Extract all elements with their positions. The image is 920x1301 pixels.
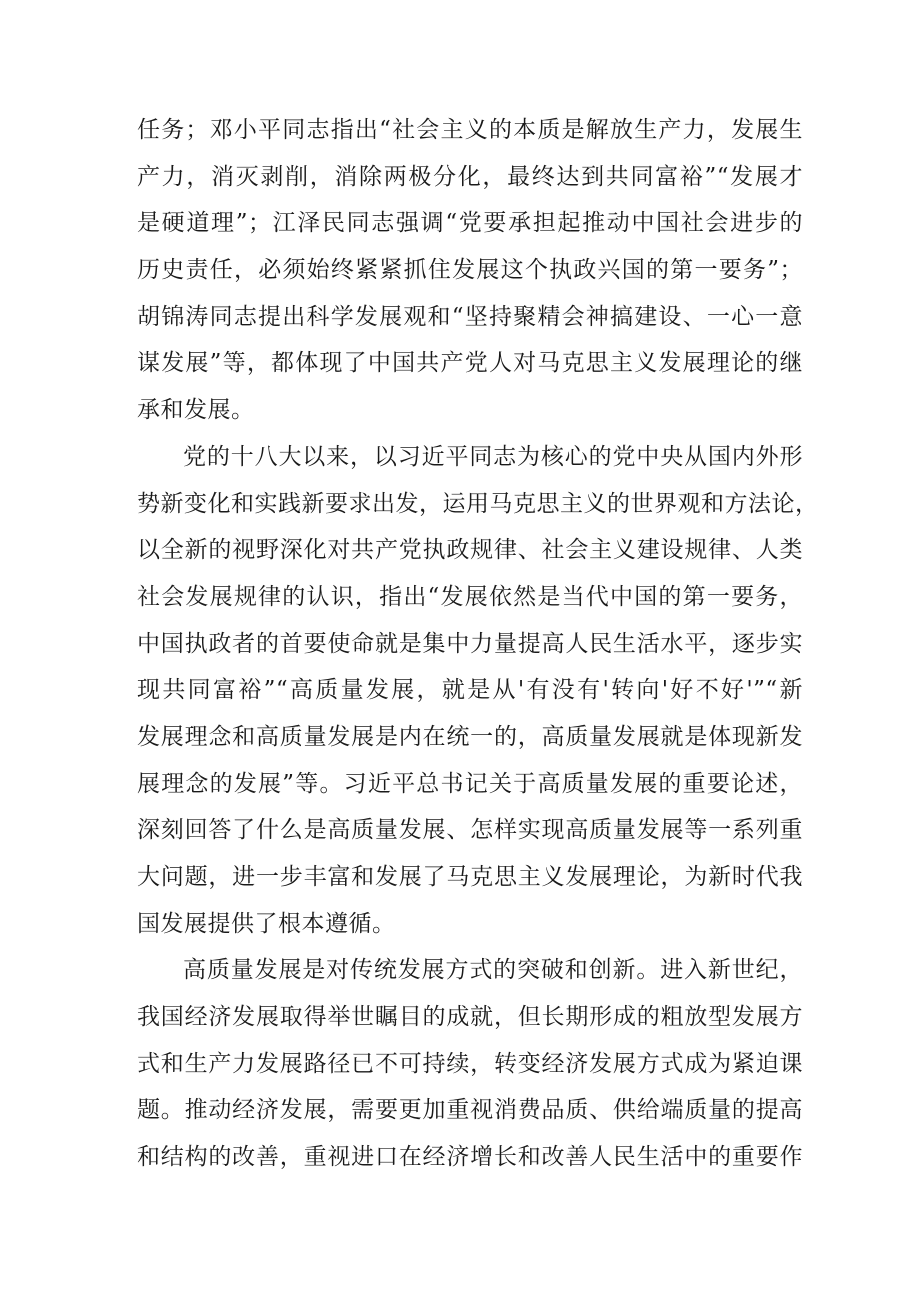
text-line: 式和生产力发展路径已不可持续，转变经济发展方式成为紧迫课 [137, 1050, 803, 1077]
text-line: 国发展提供了根本遵循。 [137, 910, 396, 937]
text-line: 谋发展”等，都体现了中国共产党人对马克思主义发展理论的继 [137, 350, 803, 377]
text-line: 题。推动经济发展，需要更加重视消费品质、供给端质量的提高 [137, 1097, 803, 1124]
text-line: 是硬道理”；江泽民同志强调“党要承担起推动中国社会进步的 [137, 210, 803, 237]
text-line: 大问题，进一步丰富和发展了马克思主义发展理论，为新时代我 [137, 864, 803, 890]
text-line: 历史责任，必须始终紧紧抓住发展这个执政兴国的第一要务”； [137, 257, 803, 284]
text-line: 以全新的视野深化对共产党执政规律、社会主义建设规律、人类 [137, 537, 803, 564]
text-line: 中国执政者的首要使命就是集中力量提高人民生活水平，逐步实 [137, 630, 803, 657]
text-line: 发展理念和高质量发展是内在统一的，高质量发展就是体现新发 [137, 723, 803, 750]
text-line: 和结构的改善，重视进口在经济增长和改善人民生活中的重要作 [137, 1144, 803, 1171]
text-line: 承和发展。 [137, 397, 255, 424]
text-line: 任务；邓小平同志指出“社会主义的本质是解放生产力，发展生 [137, 117, 803, 143]
text-line: 胡锦涛同志提出科学发展观和“坚持聚精会神搞建设、一心一意 [137, 303, 803, 330]
text-line: 展理念的发展”等。习近平总书记关于高质量发展的重要论述， [137, 770, 803, 797]
paragraph-1 [137, 107, 803, 434]
text-line: 现共同富裕”“高质量发展，就是从'有没有'转向'好不好'”“新 [137, 677, 803, 704]
text-line: 势新变化和实践新要求出发，运用马克思主义的世界观和方法论， [137, 490, 819, 517]
paragraph-3 [137, 947, 803, 1180]
text-line: 高质量发展是对传统发展方式的突破和创新。进入新世纪， [183, 957, 803, 984]
paragraph-2 [137, 434, 819, 948]
text-line: 产力，消灭剥削，消除两极分化，最终达到共同富裕”“发展才 [137, 163, 803, 190]
document-page [137, 107, 819, 1181]
text-line: 党的十八大以来，以习近平同志为核心的党中央从国内外形 [183, 443, 803, 470]
text-line: 社会发展规律的认识，指出“发展依然是当代中国的第一要务， [137, 583, 803, 610]
text-line: 我国经济发展取得举世瞩目的成就，但长期形成的粗放型发展方 [137, 1004, 803, 1031]
text-line: 深刻回答了什么是高质量发展、怎样实现高质量发展等一系列重 [137, 817, 803, 844]
